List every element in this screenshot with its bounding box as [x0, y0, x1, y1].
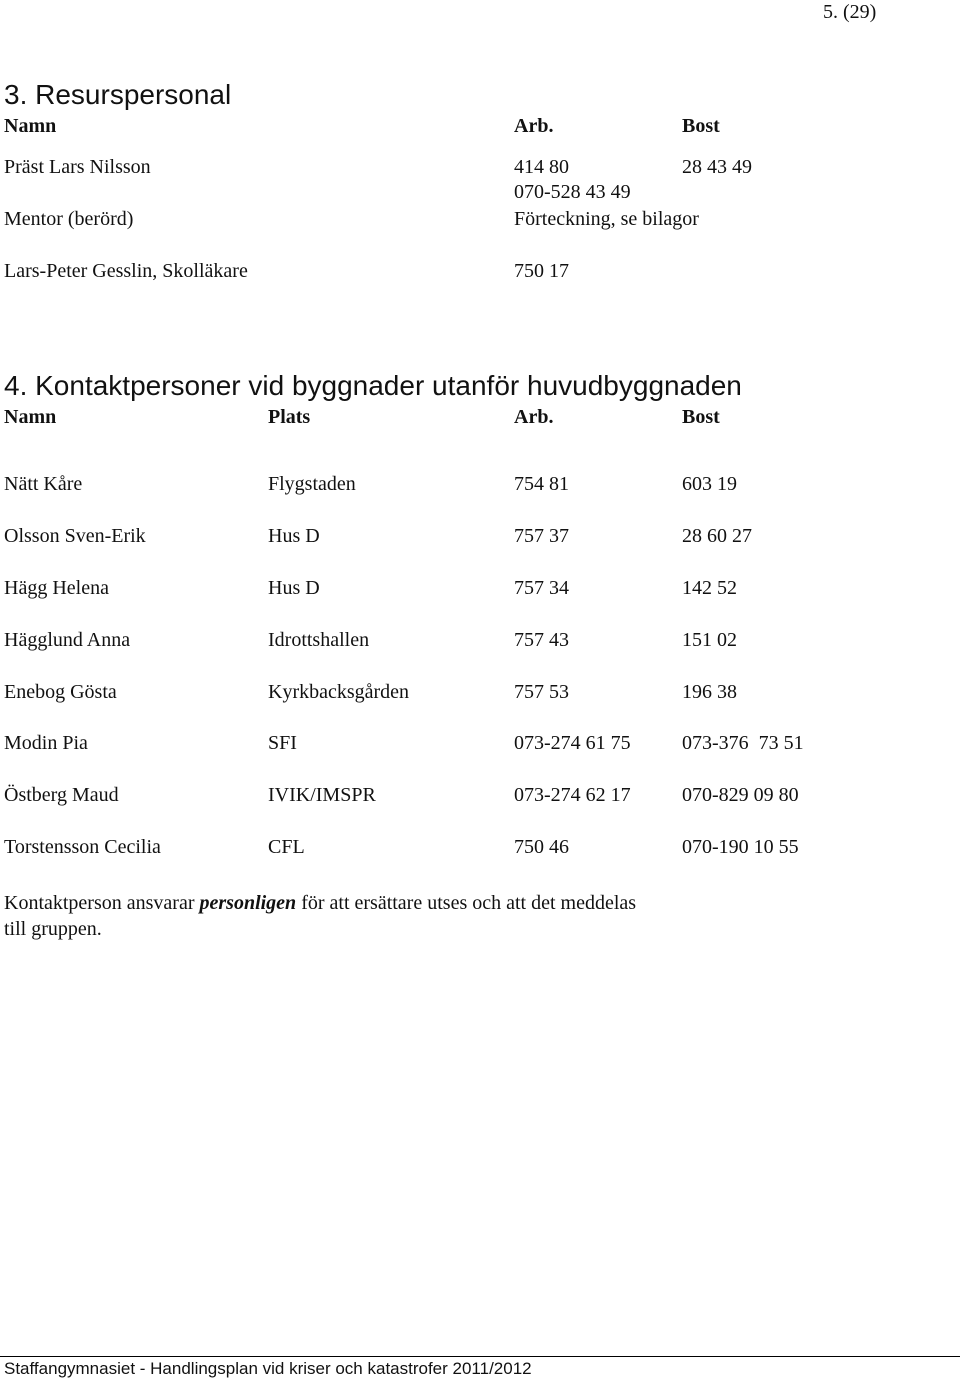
contact-name: Enebog Gösta — [4, 681, 117, 703]
section-4-header-bost: Bost — [682, 406, 720, 428]
section-3-row-arb-mobile: 070-528 43 49 — [514, 181, 631, 203]
footer-divider — [0, 1356, 960, 1357]
section-3-heading: 3. Resurspersonal — [4, 79, 232, 110]
section-4-header-plats: Plats — [268, 406, 311, 428]
section-3-header-namn: Namn — [4, 115, 57, 137]
section-3-row-arb: Förteckning, se bilagor — [514, 208, 699, 230]
contact-name: Olsson Sven-Erik — [4, 525, 146, 547]
contact-plats: CFL — [268, 836, 305, 858]
contact-arb: 073-274 61 75 — [514, 732, 631, 754]
section-4-header-arb: Arb. — [514, 406, 554, 428]
contact-arb: 757 53 — [514, 681, 569, 703]
contact-name: Nätt Kåre — [4, 473, 83, 495]
section-3-row-name: Lars-Peter Gesslin, Skolläkare — [4, 260, 248, 282]
contact-bost: 073-376 73 51 — [682, 732, 804, 754]
contact-plats: Idrottshallen — [268, 629, 370, 651]
contact-arb: 754 81 — [514, 473, 569, 495]
contact-plats: Hus D — [268, 525, 320, 547]
contact-plats: SFI — [268, 732, 297, 754]
contact-plats: Kyrkbacksgården — [268, 681, 410, 703]
footer-text: Staffangymnasiet - Handlingsplan vid kriser och katastrofer 2011/2012 — [4, 1359, 532, 1378]
contact-bost: 151 02 — [682, 629, 737, 651]
contact-name: Hägglund Anna — [4, 629, 131, 651]
contact-bost: 28 60 27 — [682, 525, 752, 547]
contact-arb: 757 37 — [514, 525, 569, 547]
note-text-before: Kontaktperson ansvarar — [4, 892, 200, 914]
contact-arb: 757 43 — [514, 629, 569, 651]
section-3-header-arb: Arb. — [514, 115, 554, 137]
contact-bost: 070-829 09 80 — [682, 784, 799, 806]
section-3-row-name: Präst Lars Nilsson — [4, 156, 151, 178]
section-4-header-namn: Namn — [4, 406, 57, 428]
contact-name: Östberg Maud — [4, 784, 119, 806]
note-emphasis: personligen — [199, 892, 297, 914]
contact-name: Hägg Helena — [4, 577, 109, 599]
contact-bost: 142 52 — [682, 577, 737, 599]
page-number: 5. (29) — [823, 1, 877, 23]
section-3-header-bost: Bost — [682, 115, 720, 137]
contact-name: Torstensson Cecilia — [4, 836, 161, 858]
contact-arb: 750 46 — [514, 836, 569, 858]
contact-plats: Flygstaden — [268, 473, 356, 495]
contact-bost: 603 19 — [682, 473, 737, 495]
contact-arb: 757 34 — [514, 577, 569, 599]
contact-name: Modin Pia — [4, 732, 88, 754]
note-text-after: för att ersättare utses och att det meddelas — [296, 892, 637, 914]
section-3-row-name: Mentor (berörd) — [4, 208, 134, 230]
responsibility-note — [4, 891, 636, 915]
contact-bost: 070-190 10 55 — [682, 836, 799, 858]
responsibility-note-line2: till gruppen. — [4, 918, 102, 940]
section-3-row-bost: 28 43 49 — [682, 156, 752, 178]
contact-bost: 196 38 — [682, 681, 737, 703]
contact-plats: Hus D — [268, 577, 320, 599]
section-3-row-arb: 414 80 — [514, 156, 569, 178]
contact-arb: 073-274 62 17 — [514, 784, 631, 806]
contact-plats: IVIK/IMSPR — [268, 784, 376, 806]
section-4-heading: 4. Kontaktpersoner vid byggnader utanför huvudbyggnaden — [4, 370, 742, 401]
section-3-row-arb: 750 17 — [514, 260, 569, 282]
